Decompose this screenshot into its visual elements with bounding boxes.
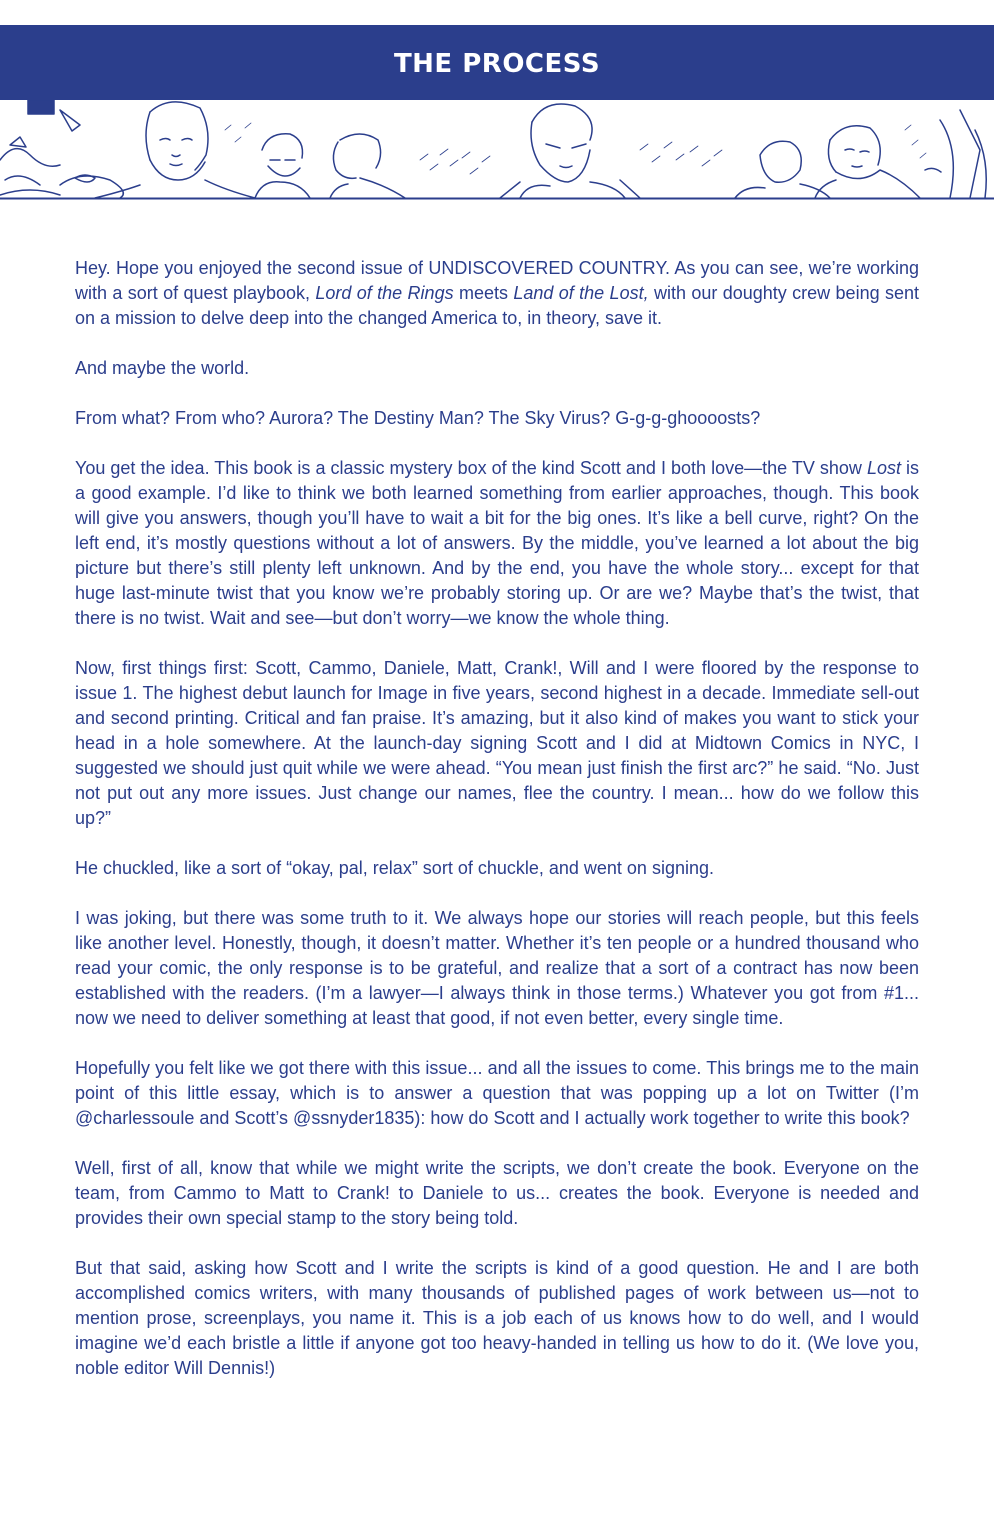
- paragraph-8: Hopefully you felt like we got there with this issue... and all the issues to come. This brings me to the main point of this little essay, which is to answer a question that was popping up a lot on Twitter (I’m @charlessoule and Scott’s @ssnyder1835): how do Scott and I actually work together to write this book?: [75, 1058, 919, 1128]
- paragraph-1-text-c: meets: [453, 283, 514, 303]
- page-title: THE PROCESS: [393, 48, 601, 79]
- comic-characters-illustration: [0, 100, 994, 200]
- character-man-glasses: [255, 134, 310, 198]
- paragraph-4-italic-title: Lost: [866, 458, 901, 478]
- paragraph-4-text-c: is a good example. I’d like to think we both learned something from earlier approaches, though. This book will give you answers, though you’ll have to wait a bit for the big ones. It’s like a bell curve, right? On the left end, it’s mostly questions without a lot of answers. By the middle, you’ve learned a lot about the big picture but there’s still plenty left unknown. And by the end, you have the whole story... except for that huge last-minute twist that you know we’re probably storing up. Or are we? Maybe that’s the twist, that there is no twist. Wait and see—but don’t worry—we know the whole thing.: [75, 458, 920, 628]
- hatching-art: [225, 123, 926, 174]
- paragraph-1-text-e: with our doughty crew being sent on a mission to delve deep into the changed America to, in theory, save it.: [75, 283, 919, 328]
- character-woman-right: [815, 126, 920, 198]
- paragraph-2: And maybe the world.: [75, 358, 250, 378]
- paragraph-5: Now, first things first: Scott, Cammo, Daniele, Matt, Crank!, Will and I were floored by the response to issue 1. The highest debut launch for Image in five years, second highest in a decade. Immediate sell-out and second printing. Critical and fan praise. It’s amazing, but it also kind of makes you want to stick your head in a hole somewhere. At the launch-day signing Scott and I did at Midtown Comics in NYC, I suggested we should just quit while we were ahead. “You mean just finish the first arc?” he said. “No. Just not put out any more issues. Just change our names, flee the country. I mean... how do we follow this up?”: [75, 658, 919, 828]
- article-body: [75, 256, 919, 1406]
- debris-right-art: [925, 110, 986, 198]
- paragraph-1-italic-title-2: Land of the Lost,: [513, 283, 649, 303]
- paragraph-10: But that said, asking how Scott and I write the scripts is kind of a good question. He and I are both accomplished comics writers, with many thousands of published pages of work between us—not to mention prose, screenplays, you name it. This is a job each of us knows how to do well, and I would imagine we’d each bristle a little if anyone got too heavy-handed in telling us how to do it. (We love you, noble editor Will Dennis!): [75, 1258, 919, 1378]
- character-woman-left: [60, 102, 255, 198]
- paragraph-6: He chuckled, like a sort of “okay, pal, relax” sort of chuckle, and went on signing.: [75, 858, 714, 878]
- paragraph-1-text-a: Hey. Hope you enjoyed the second issue of UNDISCOVERED COUNTRY. As you can see, we’re working with a sort of quest playbook,: [75, 258, 919, 303]
- paragraph-4-text-a: You get the idea. This book is a classic mystery box of the kind Scott and I both love—the TV show: [75, 458, 867, 478]
- title-bar: [0, 25, 994, 100]
- paragraph-1-italic-title-1: Lord of the Rings: [315, 283, 454, 303]
- character-man-right: [735, 141, 830, 198]
- paragraph-7: I was joking, but there was some truth to it. We always hope our stories will reach people, but this feels like another level. Honestly, though, it doesn’t matter. Whether it’s ten people or a hundred thousand who read your comic, the only response is to be grateful, and realize that a sort of a contract has now been established with the readers. (I’m a lawyer—I always think in those terms.) Whatever you got from #1... now we need to deliver something at least that good, if not even better, every single time.: [75, 908, 919, 1028]
- paragraph-3: From what? From who? Aurora? The Destiny Man? The Sky Virus? G-g-g-ghoooosts?: [75, 408, 761, 428]
- paragraph-9: Well, first of all, know that while we might write the scripts, we don’t create the book. Everyone on the team, from Cammo to Matt to Crank! to Daniele to us... creates the book. Everyone is needed and provides their own special stamp to the story being told.: [75, 1158, 919, 1228]
- paragraph-1: [75, 256, 919, 331]
- character-hero-center: [500, 104, 640, 198]
- paragraph-4: [75, 456, 919, 631]
- character-man-profile: [330, 134, 405, 198]
